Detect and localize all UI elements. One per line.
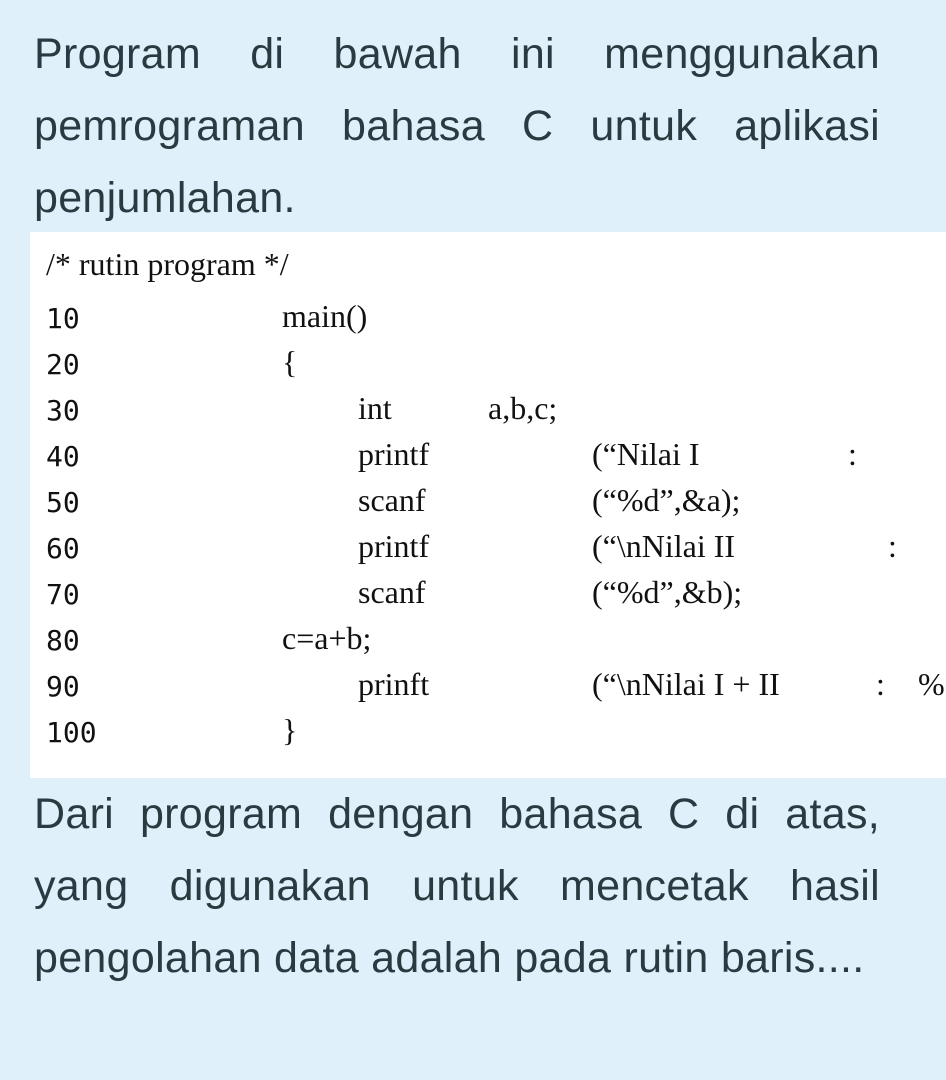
code-comment: /* rutin program */ xyxy=(46,246,289,282)
line-number: 30 xyxy=(46,394,80,427)
code-line-90 xyxy=(30,666,946,712)
code-line-40 xyxy=(30,436,946,482)
code-keyword: prinft xyxy=(358,666,430,702)
line-number: 50 xyxy=(46,486,80,519)
line-number: 80 xyxy=(46,624,80,657)
code-colon: : xyxy=(848,436,857,472)
code-truncated-text: % xyxy=(918,666,945,702)
code-statement: } xyxy=(282,712,298,748)
code-colon: : xyxy=(888,528,897,564)
code-line-70 xyxy=(30,574,946,620)
code-line-20 xyxy=(30,344,946,390)
line-number: 100 xyxy=(46,716,97,749)
code-line-80 xyxy=(30,620,946,666)
intro-paragraph: Program di bawah ini menggunakan pemrograman bahasa C untuk aplikasi penjumlahan. xyxy=(34,30,880,222)
code-listing xyxy=(30,232,946,778)
code-colon: : xyxy=(876,666,885,702)
code-statement: main() xyxy=(282,298,368,334)
line-number: 10 xyxy=(46,302,80,335)
code-keyword: printf xyxy=(358,528,430,564)
line-number: 20 xyxy=(46,348,80,381)
code-keyword: int xyxy=(358,390,392,426)
code-argument: a,b,c; xyxy=(488,390,558,426)
code-line-30 xyxy=(30,390,946,436)
code-argument: (“Nilai I xyxy=(592,436,700,472)
line-number: 40 xyxy=(46,440,80,473)
line-number: 90 xyxy=(46,670,80,703)
code-statement: { xyxy=(282,344,298,380)
code-line-100 xyxy=(30,712,946,758)
code-argument: (“\nNilai II xyxy=(592,528,736,564)
code-line-50 xyxy=(30,482,946,528)
question-paragraph: Dari program dengan bahasa C di atas, yang digunakan untuk mencetak hasil pengolahan data adalah pada rutin baris.... xyxy=(34,790,880,982)
code-argument: (“%d”,&b); xyxy=(592,574,743,610)
code-keyword: scanf xyxy=(358,574,426,610)
code-argument: (“%d”,&a); xyxy=(592,482,741,518)
line-number: 60 xyxy=(46,532,80,565)
line-number: 70 xyxy=(46,578,80,611)
code-keyword: scanf xyxy=(358,482,426,518)
code-line-60 xyxy=(30,528,946,574)
code-statement: c=a+b; xyxy=(282,620,372,656)
code-keyword: printf xyxy=(358,436,430,472)
code-argument: (“\nNilai I + II xyxy=(592,666,780,702)
code-line-10 xyxy=(30,298,946,344)
